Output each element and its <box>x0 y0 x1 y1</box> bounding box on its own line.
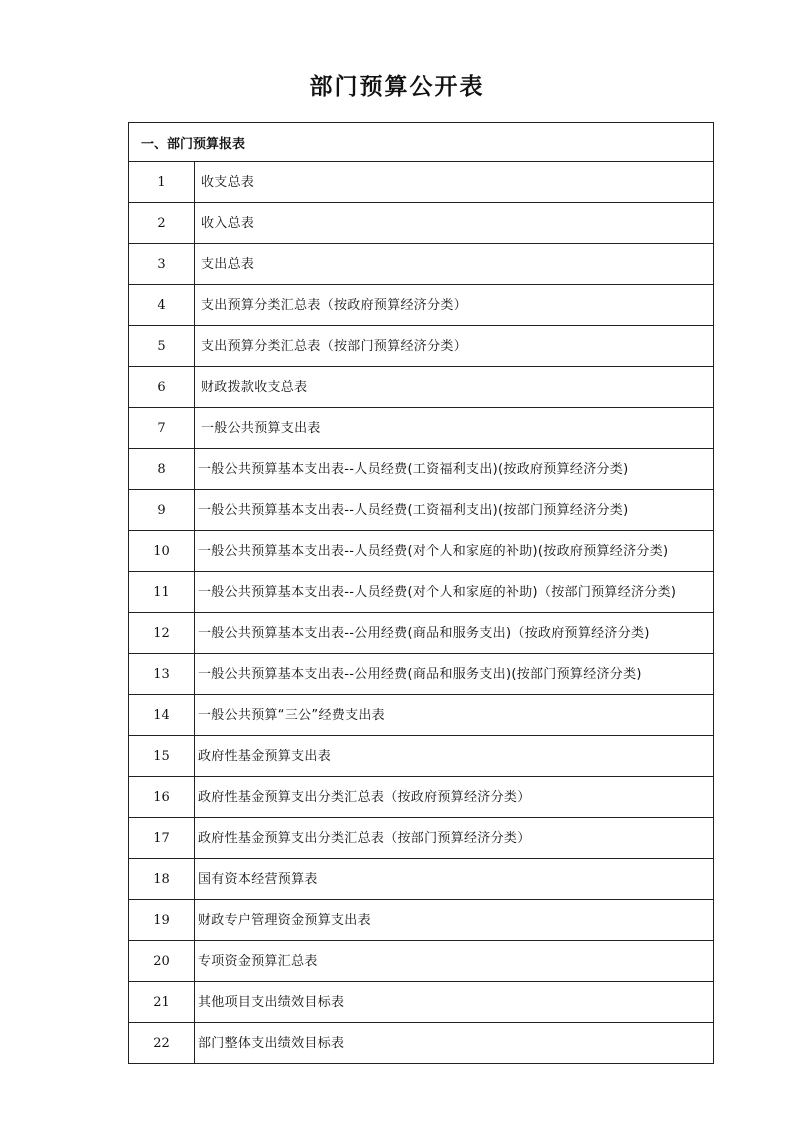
page-title: 部门预算公开表 <box>309 74 485 100</box>
row-number: 8 <box>129 449 195 490</box>
row-number: 19 <box>129 900 195 941</box>
table-row <box>129 777 714 818</box>
budget-report-index-table <box>128 122 714 1064</box>
row-number: 7 <box>129 408 195 449</box>
row-number: 20 <box>129 941 195 982</box>
table-row <box>129 572 714 613</box>
report-name: 一般公共预算支出表 <box>195 408 714 449</box>
row-number: 17 <box>129 818 195 859</box>
report-name: 一般公共预算基本支出表--人员经费(对个人和家庭的补助)（按部门预算经济分类) <box>195 572 714 613</box>
report-name: 支出预算分类汇总表（按政府预算经济分类） <box>195 285 714 326</box>
report-name: 收入总表 <box>195 203 714 244</box>
row-number: 1 <box>129 162 195 203</box>
report-name: 一般公共预算基本支出表--人员经费(工资福利支出)(按政府预算经济分类) <box>195 449 714 490</box>
row-number: 2 <box>129 203 195 244</box>
table-row <box>129 326 714 367</box>
report-name: 一般公共预算“三公”经费支出表 <box>195 695 714 736</box>
row-number: 12 <box>129 613 195 654</box>
row-number: 18 <box>129 859 195 900</box>
report-name: 一般公共预算基本支出表--人员经费(工资福利支出)(按部门预算经济分类) <box>195 490 714 531</box>
report-name: 政府性基金预算支出分类汇总表（按政府预算经济分类） <box>195 777 714 818</box>
report-name: 专项资金预算汇总表 <box>195 941 714 982</box>
row-number: 15 <box>129 736 195 777</box>
table-row <box>129 900 714 941</box>
table-row <box>129 162 714 203</box>
table-row <box>129 203 714 244</box>
row-number: 9 <box>129 490 195 531</box>
report-name: 政府性基金预算支出分类汇总表（按部门预算经济分类） <box>195 818 714 859</box>
report-name: 一般公共预算基本支出表--人员经费(对个人和家庭的补助)(按政府预算经济分类) <box>195 531 714 572</box>
table-row <box>129 654 714 695</box>
report-name: 其他项目支出绩效目标表 <box>195 982 714 1023</box>
section-header-row <box>129 123 714 162</box>
table-row <box>129 244 714 285</box>
table-row <box>129 1023 714 1064</box>
report-name: 部门整体支出绩效目标表 <box>195 1023 714 1064</box>
table-row <box>129 859 714 900</box>
table-row <box>129 285 714 326</box>
row-number: 5 <box>129 326 195 367</box>
table-row <box>129 449 714 490</box>
table-row <box>129 941 714 982</box>
report-name: 收支总表 <box>195 162 714 203</box>
table-row <box>129 695 714 736</box>
row-number: 4 <box>129 285 195 326</box>
table-row <box>129 818 714 859</box>
row-number: 11 <box>129 572 195 613</box>
report-name: 支出预算分类汇总表（按部门预算经济分类） <box>195 326 714 367</box>
table-row <box>129 531 714 572</box>
table-row <box>129 736 714 777</box>
report-name: 政府性基金预算支出表 <box>195 736 714 777</box>
report-name: 财政专户管理资金预算支出表 <box>195 900 714 941</box>
row-number: 21 <box>129 982 195 1023</box>
report-name: 财政拨款收支总表 <box>195 367 714 408</box>
report-name: 一般公共预算基本支出表--公用经费(商品和服务支出)（按政府预算经济分类) <box>195 613 714 654</box>
row-number: 3 <box>129 244 195 285</box>
table-row <box>129 982 714 1023</box>
row-number: 10 <box>129 531 195 572</box>
row-number: 16 <box>129 777 195 818</box>
row-number: 22 <box>129 1023 195 1064</box>
table-row <box>129 613 714 654</box>
row-number: 6 <box>129 367 195 408</box>
row-number: 13 <box>129 654 195 695</box>
report-name: 支出总表 <box>195 244 714 285</box>
table-body <box>129 123 714 1064</box>
report-name: 一般公共预算基本支出表--公用经费(商品和服务支出)(按部门预算经济分类) <box>195 654 714 695</box>
table-row <box>129 490 714 531</box>
section-title: 一、部门预算报表 <box>129 123 714 162</box>
table-row <box>129 367 714 408</box>
table-row <box>129 408 714 449</box>
report-name: 国有资本经营预算表 <box>195 859 714 900</box>
row-number: 14 <box>129 695 195 736</box>
